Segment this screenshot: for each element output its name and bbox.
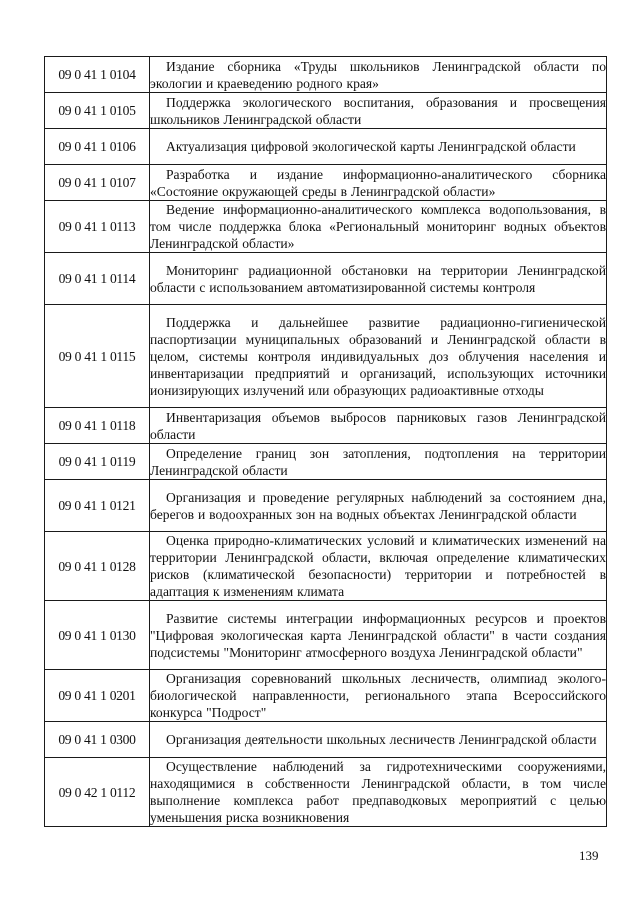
description-cell: Оценка природно-климатических условий и климатических изменений на территории Ленинградской области, включая определение климатических рисков (климатической безопасности) территории и потребностей в адаптация к изменениям климата — [150, 533, 606, 599]
code-cell: 09 0 41 1 0300 — [45, 722, 150, 758]
code-cell: 09 0 41 1 0104 — [45, 57, 150, 93]
table-row — [45, 129, 607, 165]
description-cell: Осуществление наблюдений за гидротехническими сооружениями, находящимися в собственности Ленинградской области, в том числе выполнение комплекса работ предпаводковых мероприятий с целью уменьшения риска возникновения — [150, 759, 606, 825]
code-cell: 09 0 41 1 0114 — [45, 253, 150, 305]
code-cell: 09 0 41 1 0118 — [45, 408, 150, 444]
code-cell: 09 0 41 1 0128 — [45, 532, 150, 601]
table-row — [45, 480, 607, 532]
code-cell: 09 0 41 1 0105 — [45, 93, 150, 129]
description-cell: Организация деятельности школьных лесничеств Ленинградской области — [150, 722, 607, 758]
table-row — [45, 201, 607, 253]
code-cell: 09 0 41 1 0107 — [45, 165, 150, 201]
table-body — [45, 57, 607, 827]
code-cell: 09 0 41 1 0121 — [45, 480, 150, 532]
description-cell: Развитие системы интеграции информационных ресурсов и проектов "Цифровая экологическая карта Ленинградской области" в части создания подсистемы "Мониторинг атмосферного воздуха Ленинградской области" — [150, 601, 607, 670]
table-row — [45, 532, 607, 601]
page-number: 139 — [579, 848, 599, 863]
description-cell: Разработка и издание информационно-аналитического сборника «Состояние окружающей среды в Ленинградской области» — [150, 166, 606, 199]
description-cell: Поддержка экологического воспитания, образования и просвещения школьников Ленинградской области — [150, 94, 606, 127]
table-row — [45, 758, 607, 827]
table-row — [45, 408, 607, 444]
description-cell: Поддержка и дальнейшее развитие радиационно-гигиенической паспортизации муниципальных образований и Ленинградской области в целом, системы контроля индивидуальных доз облучения населения и инвентаризации предприятий и организаций, использующих источники ионизирующих излучений или образующих радиоактивные отходы — [150, 305, 607, 408]
table-row — [45, 57, 607, 93]
description-cell: Актуализация цифровой экологической карты Ленинградской области — [150, 129, 607, 165]
code-cell: 09 0 42 1 0112 — [45, 758, 150, 827]
table-row — [45, 253, 607, 305]
code-cell: 09 0 41 1 0201 — [45, 670, 150, 722]
code-cell: 09 0 41 1 0113 — [45, 201, 150, 253]
description-cell: Инвентаризация объемов выбросов парниковых газов Ленинградской области — [150, 409, 606, 442]
table-row — [45, 165, 607, 201]
table-row — [45, 722, 607, 758]
code-cell: 09 0 41 1 0130 — [45, 601, 150, 670]
code-cell: 09 0 41 1 0106 — [45, 129, 150, 165]
code-cell: 09 0 41 1 0119 — [45, 444, 150, 480]
description-cell: Организация и проведение регулярных наблюдений за состоянием дна, берегов и водоохранных зон на водных объектах Ленинградской области — [150, 480, 607, 532]
table-row — [45, 670, 607, 722]
table-row — [45, 93, 607, 129]
table-row — [45, 601, 607, 670]
table-row — [45, 305, 607, 408]
description-cell: Организация соревнований школьных лесничеств, олимпиад эколого-биологической направленности, регионального этапа Всероссийского конкурса "Подрост" — [150, 671, 606, 720]
description-cell: Определение границ зон затопления, подтопления на территории Ленинградской области — [150, 445, 606, 478]
code-cell: 09 0 41 1 0115 — [45, 305, 150, 408]
description-cell: Издание сборника «Труды школьников Ленинградской области по экологии и краеведению родного края» — [150, 58, 606, 91]
description-cell: Мониторинг радиационной обстановки на территории Ленинградской области с использованием автоматизированной системы контроля — [150, 253, 607, 305]
table-row — [45, 444, 607, 480]
budget-code-table — [44, 56, 607, 827]
description-cell: Ведение информационно-аналитического комплекса водопользования, в том числе поддержка блока «Региональный мониторинг водных объектов Ленинградской области» — [150, 202, 606, 251]
